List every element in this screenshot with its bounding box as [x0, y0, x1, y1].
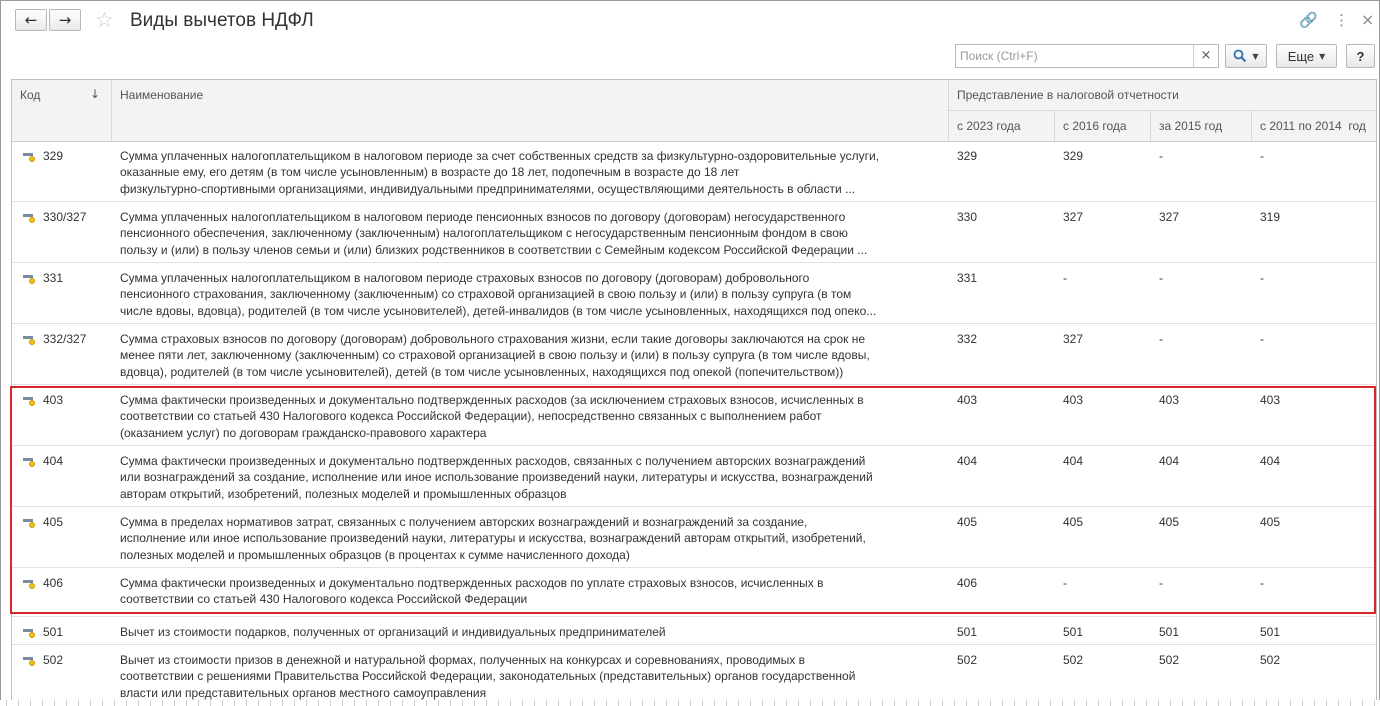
magnifier-icon [1233, 49, 1247, 63]
cell-2011-2014: 502 [1260, 653, 1281, 667]
cell-since-2016: - [1063, 271, 1067, 285]
cell-code: 406 [43, 576, 64, 590]
table-row[interactable] [12, 568, 1377, 617]
table-row[interactable] [12, 324, 1377, 385]
cell-since-2016: 403 [1063, 393, 1084, 407]
torn-edge [0, 700, 1380, 706]
cell-name-line: Сумма фактически произведенных и документально подтвержденных расходов, связанных с получением авторских вознаграждений [120, 454, 866, 468]
cell-code: 501 [43, 625, 64, 639]
cell-name [120, 575, 950, 608]
cell-since-2023: 406 [957, 576, 978, 590]
favorite-star-icon[interactable]: ☆ [95, 8, 114, 32]
cell-2011-2014: - [1260, 332, 1264, 346]
table-row[interactable] [12, 263, 1377, 324]
more-actions-icon[interactable]: ⋮ [1334, 11, 1349, 29]
cell-2015: - [1159, 271, 1163, 285]
cell-since-2016: 327 [1063, 210, 1084, 224]
cell-since-2016: 329 [1063, 149, 1084, 163]
more-button[interactable] [1276, 44, 1337, 68]
cell-name-line: оказанные ему, его детям (в том числе усыновленным) в возрасте до 18 лет, подопечным в возрасте до 18 лет [120, 165, 740, 180]
cell-name-line: полезных моделей и промышленных образцов (в процентах к сумме начисленного дохода) [120, 547, 630, 562]
cell-since-2023: 331 [957, 271, 978, 285]
table-row[interactable] [12, 385, 1377, 446]
cell-2015: - [1159, 149, 1163, 163]
cell-name-line: Сумма уплаченных налогоплательщиком в налоговом периоде страховых взносов по договору (договорам) добровольного [120, 271, 810, 285]
cell-name-line: Вычет из стоимости призов в денежной и натуральной формах, полученных на конкурсах и соревнованиях, проводимых в [120, 653, 805, 667]
cell-2011-2014: 405 [1260, 515, 1281, 529]
table-row[interactable] [12, 507, 1377, 568]
column-group-header-tax-reporting: Представление в налоговой отчетности [957, 88, 1179, 102]
search-options-button[interactable] [1225, 44, 1267, 68]
cell-name [120, 148, 950, 197]
cell-code: 329 [43, 149, 64, 163]
cell-since-2023: 403 [957, 393, 978, 407]
column-header-name[interactable]: Наименование [120, 88, 204, 102]
cell-since-2023: 404 [957, 454, 978, 468]
cell-name-line: Сумма в пределах нормативов затрат, связанных с получением авторских вознаграждений и вознаграждений за создание, [120, 515, 808, 529]
cell-2011-2014: - [1260, 271, 1264, 285]
cell-name-line: числе вдовы, вдовца), родителей (в том числе усыновителей), детей-инвалидов (в том числе усыновленных, находящихся под опеко... [120, 303, 877, 318]
help-icon: ? [1356, 48, 1365, 64]
back-button[interactable] [15, 9, 47, 31]
deduction-item-icon [23, 627, 37, 639]
column-header-code[interactable]: Код [20, 88, 41, 102]
deduction-item-icon [23, 395, 37, 407]
deduction-item-icon [23, 334, 37, 346]
cell-since-2016: 502 [1063, 653, 1084, 667]
cell-name-line: пользу и (или) в пользу членов семьи и (или) близких родственников в соответствии с Семейным кодексом Российской Федерации ... [120, 242, 868, 257]
column-header-2015[interactable]: за 2015 год [1159, 119, 1223, 133]
cell-since-2023: 502 [957, 653, 978, 667]
cell-name [120, 453, 950, 502]
deduction-item-icon [23, 273, 37, 285]
cell-2015: 403 [1159, 393, 1180, 407]
table-row[interactable] [12, 202, 1377, 263]
cell-2011-2014: 404 [1260, 454, 1281, 468]
cell-since-2016: - [1063, 576, 1067, 590]
forward-button[interactable] [49, 9, 81, 31]
cell-name-line: Сумма уплаченных налогоплательщиком в налоговом периоде за счет собственных средств за физкультурно-оздоровительные услуги, [120, 149, 880, 163]
cell-name-line: физкультурно-спортивными организациями, индивидуальными предпринимателями, осуществляющими деятельность в области ... [120, 181, 856, 196]
cell-code: 502 [43, 653, 64, 667]
arrow-left-icon: ← [24, 11, 38, 29]
cell-name [120, 652, 950, 701]
cell-name-line: авторам открытий, изобретений, полезных моделей и промышленных образцов [120, 486, 567, 501]
cell-name-line: пенсионного обеспечения, заключенному (заключенным) налогоплательщиком с негосударственным пенсионным фондом в свою [120, 226, 848, 241]
table-body [12, 141, 1377, 703]
chevron-down-icon: ▼ [1319, 51, 1326, 61]
table-header [12, 80, 1377, 142]
cell-name-line: Сумма уплаченных налогоплательщиком в налоговом периоде пенсионных взносов по договору (договорам) негосударственного [120, 210, 846, 224]
close-icon[interactable]: × [1361, 10, 1375, 29]
deduction-item-icon [23, 212, 37, 224]
deduction-item-icon [23, 456, 37, 468]
cell-since-2016: 405 [1063, 515, 1084, 529]
cell-name-line: соответствии со статьей 430 Налогового кодекса Российской Федерации), непосредственно связанных с выполнением работ [120, 409, 822, 424]
cell-name-line: пенсионного страхования, заключенному (заключенным) со страховой организацией в свою пользу и (или) в пользу супруга (в том [120, 287, 852, 302]
cell-name-line: Вычет из стоимости подарков, полученных от организаций и индивидуальных предпринимателей [120, 625, 666, 639]
column-header-2011-2014[interactable]: с 2011 по 2014 год [1260, 119, 1366, 133]
cell-name [120, 209, 950, 258]
cell-since-2016: 404 [1063, 454, 1084, 468]
cell-name-line: (оказанием услуг) по договорам гражданско-правового характера [120, 425, 487, 440]
cell-name [120, 331, 950, 380]
cell-name-line: вдовца), родителей (в том числе усыновителей), детей (в том числе усыновленных, находящихся под опекой (попечительством)) [120, 364, 844, 379]
cell-since-2023: 501 [957, 625, 978, 639]
cell-code: 330/327 [43, 210, 87, 224]
cell-name-line: власти или представительных органов местного самоуправления [120, 685, 487, 700]
cell-code: 332/327 [43, 332, 87, 346]
cell-2015: 502 [1159, 653, 1180, 667]
cell-2011-2014: 403 [1260, 393, 1281, 407]
deduction-item-icon [23, 517, 37, 529]
cell-code: 405 [43, 515, 64, 529]
cell-name-line: соответствии со статьей 430 Налогового кодекса Российской Федерации [120, 592, 528, 607]
cell-name-line: Сумма фактически произведенных и документально подтвержденных расходов по уплате страховых взносов, исчисленных в [120, 576, 824, 590]
deductions-table [11, 79, 1377, 703]
cell-since-2016: 327 [1063, 332, 1084, 346]
help-button[interactable] [1346, 44, 1375, 68]
cell-since-2023: 329 [957, 149, 978, 163]
cell-name-line: Сумма фактически произведенных и документально подтвержденных расходов (за исключением страховых взносов, исчисленных в [120, 393, 864, 407]
table-row[interactable] [12, 645, 1377, 703]
page-title: Виды вычетов НДФЛ [130, 10, 314, 31]
cell-name-line: менее пяти лет, заключенному (заключенным) со страховой организацией в свою пользу и (или) в пользу супруга (в том числе вдовы, [120, 348, 870, 363]
cell-name-line: Сумма страховых взносов по договору (договорам) добровольного страхования жизни, если такие договоры заключаются на срок не [120, 332, 866, 346]
table-row[interactable] [12, 141, 1377, 202]
cell-code: 404 [43, 454, 64, 468]
cell-2015: 501 [1159, 625, 1180, 639]
clear-search-icon[interactable]: × [1193, 45, 1218, 67]
deduction-item-icon [23, 151, 37, 163]
table-row[interactable] [12, 446, 1377, 507]
cell-code: 331 [43, 271, 64, 285]
cell-2011-2014: 501 [1260, 625, 1281, 639]
cell-2015: - [1159, 576, 1163, 590]
cell-name [120, 624, 950, 640]
cell-code: 403 [43, 393, 64, 407]
column-header-since-2016[interactable]: с 2016 года [1063, 119, 1127, 133]
cell-2011-2014: - [1260, 149, 1264, 163]
cell-since-2016: 501 [1063, 625, 1084, 639]
cell-since-2023: 405 [957, 515, 978, 529]
arrow-right-icon: → [58, 11, 72, 29]
cell-2015: 405 [1159, 515, 1180, 529]
cell-2015: - [1159, 332, 1163, 346]
cell-2011-2014: - [1260, 576, 1264, 590]
search-field [955, 44, 1219, 68]
cell-name [120, 514, 950, 563]
deduction-item-icon [23, 655, 37, 667]
cell-name-line: исполнение или иное использование произведений науки, литературы и искусства, вознаграждений авторам открытий, изобретений, [120, 531, 866, 546]
column-header-since-2023[interactable]: с 2023 года [957, 119, 1021, 133]
search-input[interactable] [956, 45, 1196, 67]
cell-name [120, 392, 950, 441]
link-icon[interactable]: 🔗 [1299, 11, 1318, 29]
sort-descending-icon[interactable]: ↓ [90, 87, 101, 101]
cell-since-2023: 332 [957, 332, 978, 346]
deduction-item-icon [23, 578, 37, 590]
cell-name [120, 270, 950, 319]
table-row[interactable] [12, 617, 1377, 645]
cell-name-line: или вознаграждений за создание, исполнение или иное использование произведений науки, литературы и искусства, вознаграждений [120, 470, 873, 485]
cell-2011-2014: 319 [1260, 210, 1281, 224]
cell-2015: 404 [1159, 454, 1180, 468]
chevron-down-icon: ▼ [1252, 51, 1259, 61]
more-button-label: Еще [1287, 48, 1315, 64]
cell-name-line: соответствии с решениями Правительства Российской Федерации, законодательных (представительных) органов государственной [120, 669, 856, 684]
cell-since-2023: 330 [957, 210, 978, 224]
cell-2015: 327 [1159, 210, 1180, 224]
